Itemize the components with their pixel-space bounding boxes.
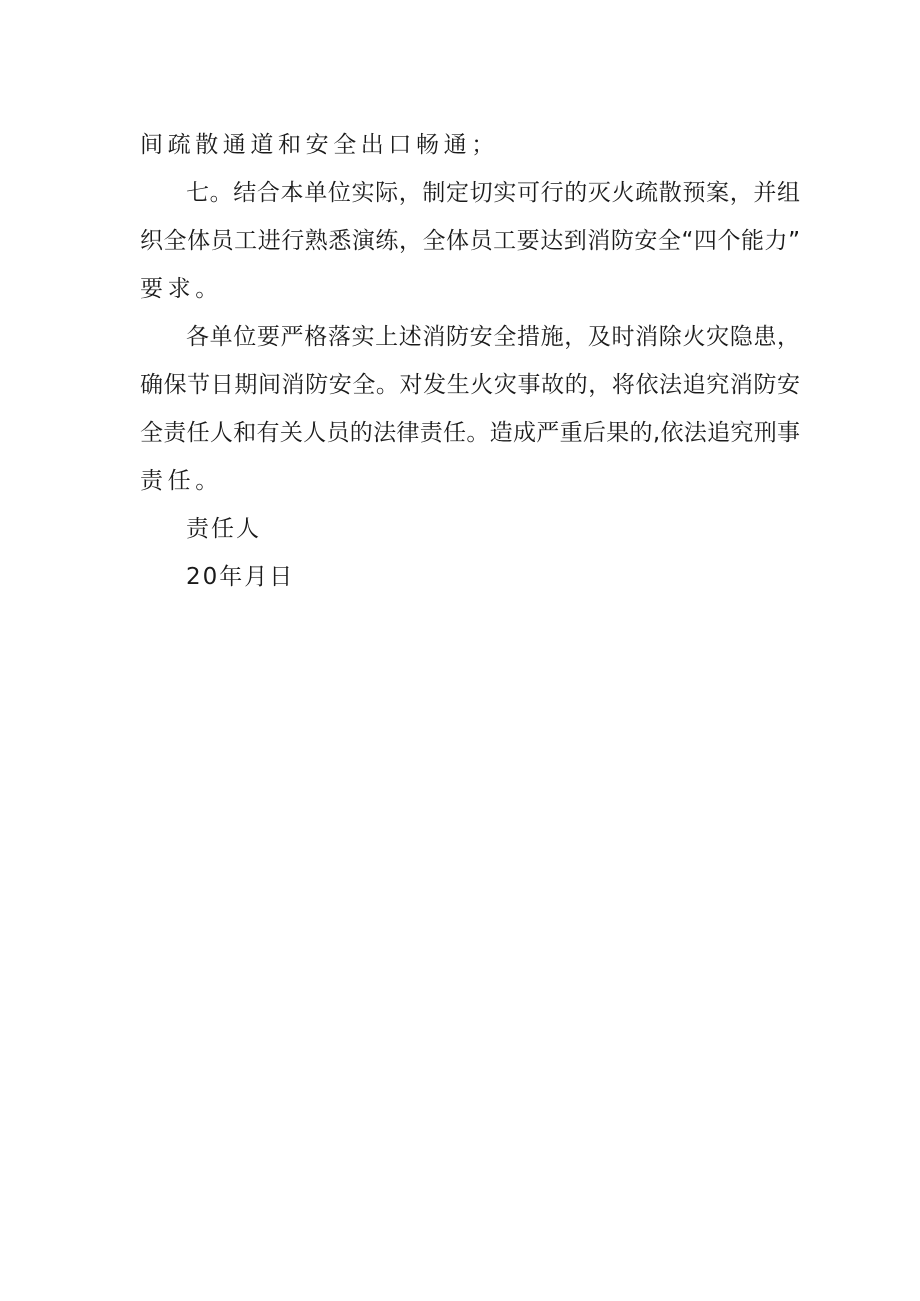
paragraph-seven-line-1: 七。结合本单位实际，制定切实可行的灭火疏散预案，并组 [186,180,800,206]
paragraph-conclusion-line-2: 确保节日期间消防安全。对发生火灾事故的，将依法追究消防安 [140,372,800,398]
paragraph-intro-line-1: 间疏散通道和安全出口畅通； [140,132,499,158]
signature-date: 20年月日 [186,564,295,590]
paragraph-conclusion-line-4: 责任。 [140,468,223,494]
paragraph-seven-line-2: 织全体员工进行熟悉演练，全体员工要达到消防安全“四个能力” [140,228,800,254]
paragraph-seven-line-3: 要求。 [140,276,223,302]
document-page [140,121,800,601]
paragraph-conclusion-line-3: 全责任人和有关人员的法律责任。造成严重后果的,依法追究刑事 [140,420,800,446]
signature-label: 责任人 [186,516,261,542]
paragraph-conclusion-line-1: 各单位要严格落实上述消防安全措施，及时消除火灾隐患， [186,324,800,350]
